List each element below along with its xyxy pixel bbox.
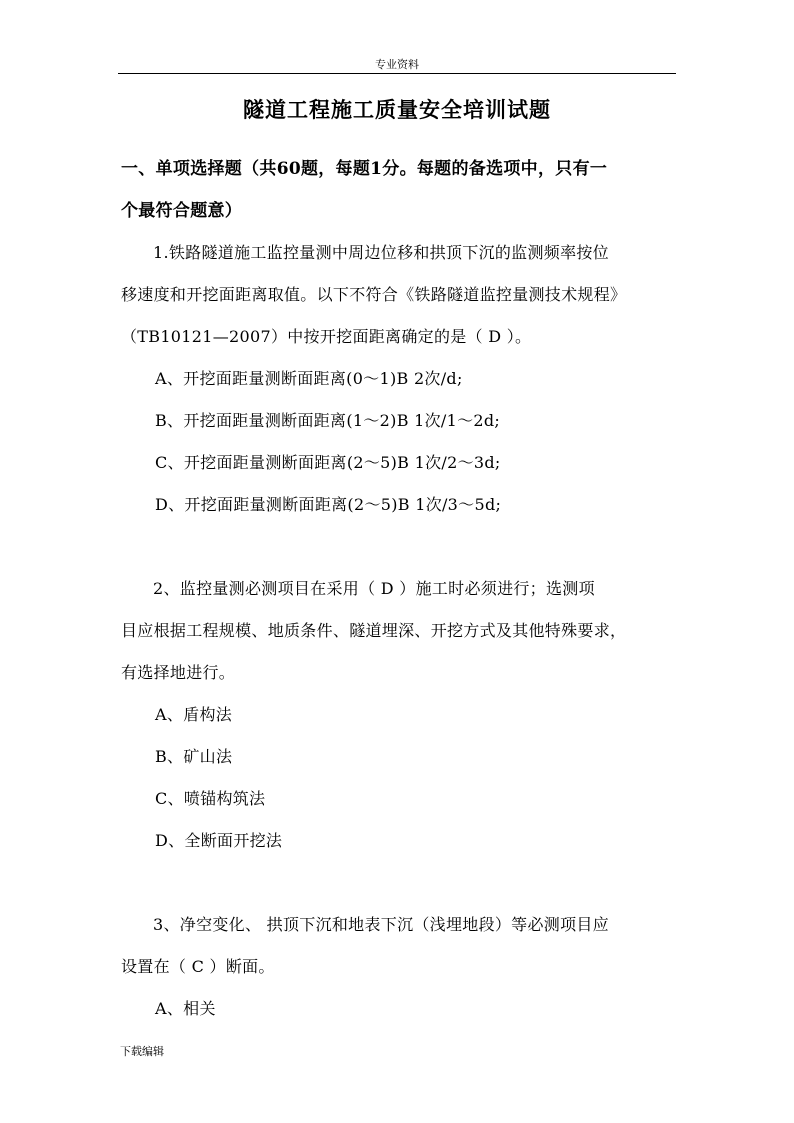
question-1-option-b: B、开挖面距量测断面距离(1～2)B 1次/1～2d; [155, 411, 501, 430]
question-3-text-line-2: 设置在（ C ）断面。 [121, 957, 275, 976]
question-2-option-d: D、全断面开挖法 [155, 831, 283, 850]
spacer [121, 526, 679, 568]
header-rule [118, 73, 676, 74]
page-footer: 下载编辑 [120, 1045, 164, 1058]
document-body [121, 148, 679, 1030]
question-2-text-line-2: 目应根据工程规模、地质条件、隧道埋深、开挖方式及其他特殊要求， [121, 621, 627, 640]
question-1-option-d: D、开挖面距量测断面距离(2～5)B 1次/3～5d; [155, 495, 502, 514]
question-3-text-line-1: 3、净空变化、 拱顶下沉和地表下沉（浅埋地段）等必测项目应 [153, 915, 609, 934]
question-1-text-line-3: （TB10121—2007）中按开挖面距离确定的是（ D ）。 [121, 327, 532, 346]
question-3-option-a: A、相关 [155, 999, 216, 1018]
question-2-text-line-3: 有选择地进行。 [121, 663, 236, 682]
section-heading-line-2: 个最符合题意） [121, 201, 243, 221]
section-heading-line-1: 一、单项选择题（共60题，每题1分。每题的备选项中，只有一 [121, 159, 608, 179]
spacer [121, 862, 679, 904]
question-1-option-a: A、开挖面距量测断面距离(0～1)B 2次/d; [155, 369, 463, 388]
question-2-text-line-1: 2、监控量测必测项目在采用（ D ）施工时必须进行；选测项 [153, 579, 595, 598]
document-title: 隧道工程施工质量安全培训试题 [243, 97, 551, 122]
question-2-option-a: A、盾构法 [155, 705, 233, 724]
question-2-option-c: C、喷锚构筑法 [155, 789, 266, 808]
question-1-text-line-1: 1.铁路隧道施工监控量测中周边位移和拱顶下沉的监测频率按位 [153, 243, 609, 262]
question-1-option-c: C、开挖面距量测断面距离(2～5)B 1次/2～3d; [155, 453, 501, 472]
question-2-option-b: B、矿山法 [155, 747, 233, 766]
page-header: 专业资料 [375, 58, 419, 71]
question-1-text-line-2: 移速度和开挖面距离取值。以下不符合《铁路隧道监控量测技术规程》 [121, 285, 627, 304]
